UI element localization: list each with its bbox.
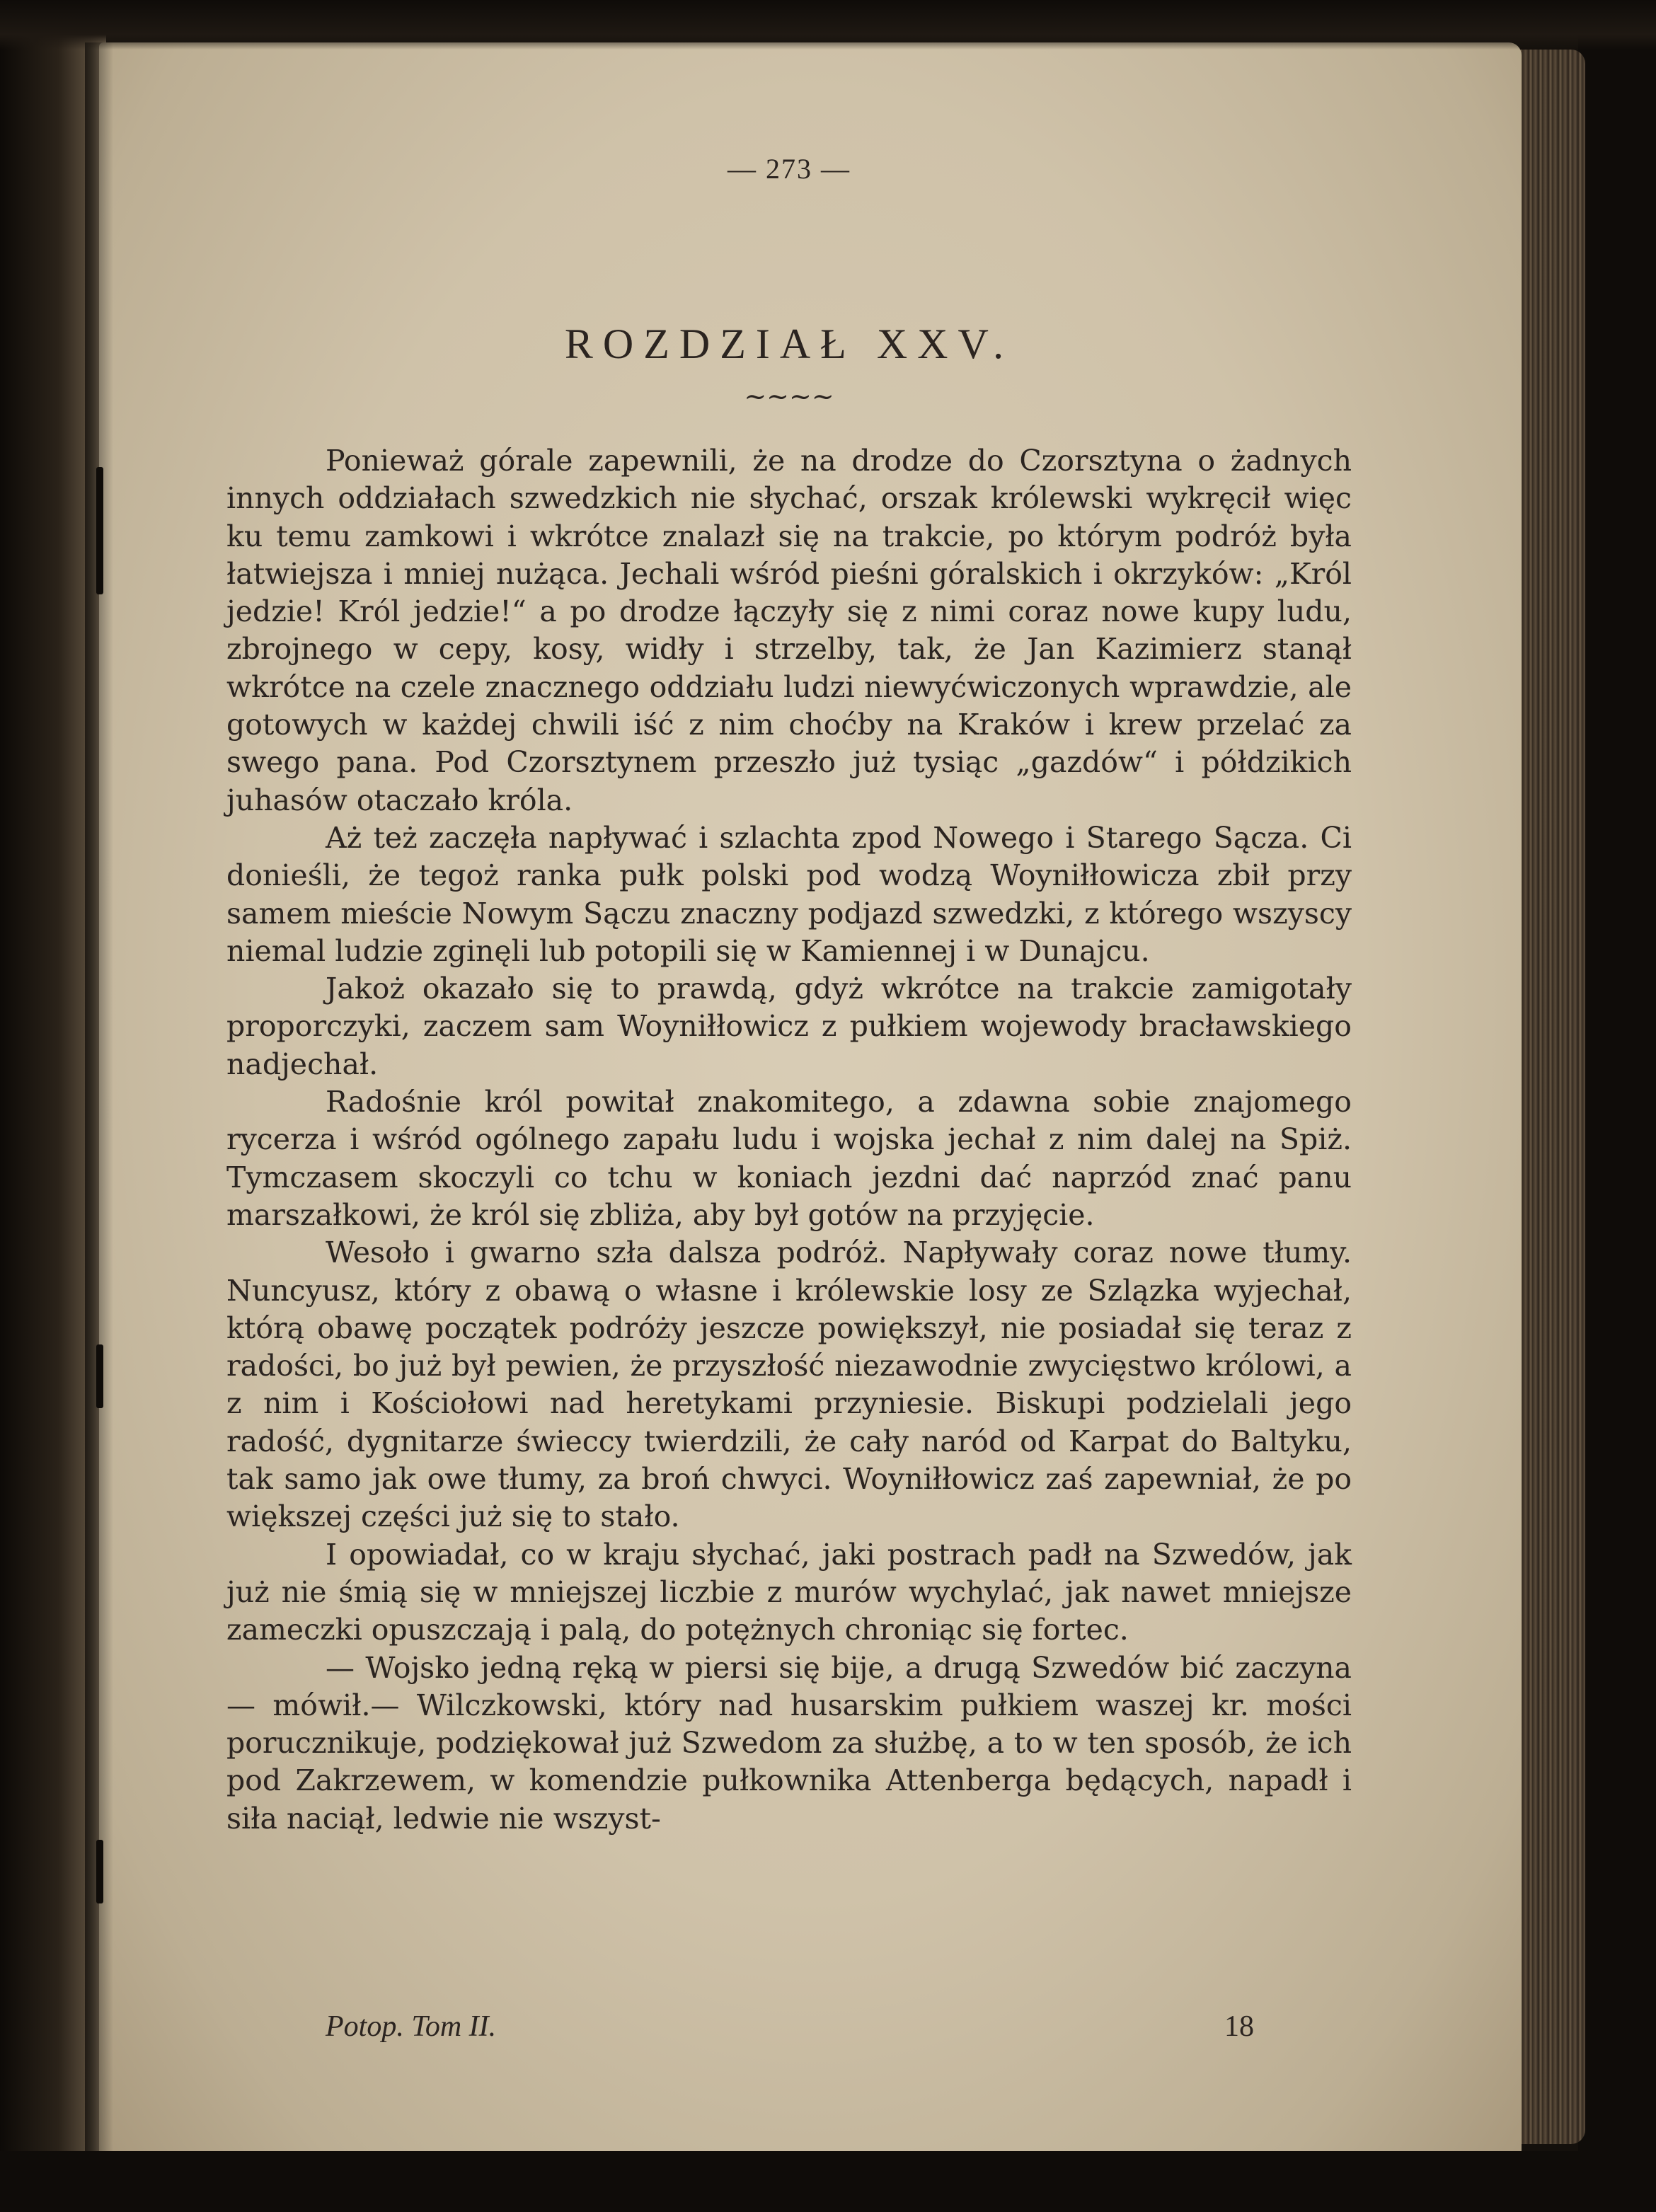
paragraph: Jakoż okazało się to prawdą, gdyż wkrótce na trakcie zamigotały proporczyki, zaczem sam Woyniłłowicz z pułkiem wojewody bracławskiego nadjechał.: [226, 972, 1352, 1081]
spine-mark: [96, 1840, 103, 1903]
page-content: [226, 152, 1352, 1838]
background-top: [0, 0, 1656, 50]
paragraph: Radośnie król powitał znakomitego, a zdawna sobie znajomego rycerza i wśród ogólnego zapału ludu i wojska jechał z nim dalej na Spiż. Tymczasem skoczyli co tchu w koniach jezdni dać naprzód znać panu marszałkowi, że król się zbliża, aby był gotów na przyjęcie.: [226, 1085, 1352, 1232]
signature-number: 18: [1224, 2010, 1254, 2043]
page-number: — 273 —: [728, 153, 851, 185]
body-text: [226, 442, 1352, 1838]
spine-mark: [96, 467, 103, 594]
paragraph: Ponieważ górale zapewnili, że na drodze do Czorsztyna o żadnych innych oddziałach szwedzkich nie słychać, orszak królewski wykręcił więc ku temu zamkowi i wkrótce znalazł się na trakcie, po którym podróż była łatwiejsza i mniej nużąca. Jechali wśród pieśni góralskich i okrzyków: „Król jedzie! Król jedzie!“ a po drodze łączyły się z nimi coraz nowe kupy ludu, zbrojnego w cepy, kosy, widły i strzelby, tak, że Jan Kazimierz stanął wkrótce na czele znacznego oddziału ludzi niewyćwiczonych wprawdzie, ale gotowych w każdej chwili iść z nim choćby na Kraków i krew przelać za swego pana. Pod Czorsztynem przeszło już tysiąc „gazdów“ i półdzikich juhasów otaczało króla.: [226, 444, 1352, 817]
page-footer: [226, 2010, 1352, 2052]
ornament-divider: ~~~~: [744, 381, 834, 412]
spine-mark: [96, 1344, 103, 1408]
paragraph: — Wojsko jedną ręką w piersi się bije, a drugą Szwedów bić zaczyna — mówił.— Wilczkowski, który nad husarskim pułkiem waszej kr. mości porucznikuje, podziękował już Szwedom za służbę, a to w ten sposób, że ich pod Zakrzewem, w komendzie pułkownika Attenberga będących, napadł i siła naciął, ledwie nie wszyst-: [226, 1650, 1352, 1836]
paragraph: I opowiadał, co w kraju słychać, jaki postrach padł na Szwedów, jak już nie śmią się w mniejszej liczbie z murów wychylać, jak nawet mniejsze zameczki opuszczają i palą, do potężnych chroniąc się fortec.: [226, 1537, 1352, 1647]
background-bottom: [0, 2151, 1656, 2212]
background-right: [1578, 0, 1656, 2212]
paragraph: Wesoło i gwarno szła dalsza podróż. Napływały coraz nowe tłumy. Nuncyusz, który z obawą o własne i królewskie losy ze Szlązka wyjechał, którą obawę początek podróży jeszcze powiększył, nie posiadał się teraz z radości, bo już był pewien, że przyszłość niezawodnie zwycięstwo królowi, a z nim i Kościołowi nad heretykami przyniesie. Biskupi podzielali jego radość, dygnitarze świeccy twierdzili, że cały naród od Karpat do Baltyku, tak samo jak owe tłumy, za broń chwyci. Woyniłłowicz zaś zapewniał, że po większej części już się to stało.: [226, 1235, 1352, 1534]
paragraph: Aż też zaczęła napływać i szlachta zpod Nowego i Starego Sącza. Ci donieśli, że tegoż ranka pułk polski pod wodzą Woyniłłowicza zbił przy samem mieście Nowym Sączu znaczny podjazd szwedzki, z którego wszyscy niemal ludzie zginęli lub potopili się w Kamiennej i w Dunajcu.: [226, 820, 1352, 968]
printer-signature: Potop. Tom II.: [326, 2010, 497, 2043]
chapter-title: ROZDZIAŁ XXV.: [564, 321, 1014, 367]
